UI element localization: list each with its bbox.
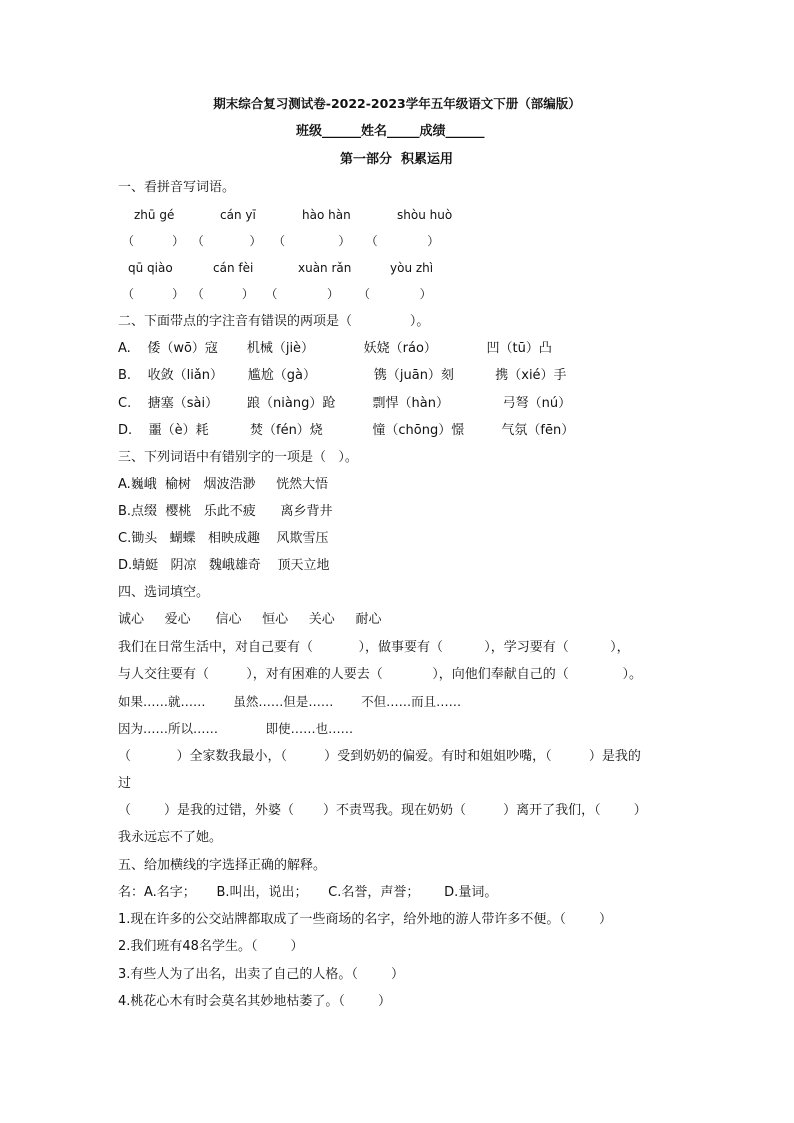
q4-sentence-1b: 与人交往要有（ ），对有困难的人要去（ ），向他们奉献自己的（ ）。 bbox=[118, 667, 642, 682]
q2-heading: 二、下面带点的字注音有错误的两项是（ ）。 bbox=[118, 314, 430, 329]
q2-option-d: D. 噩（è）耗 焚（fén）烧 憧（chōng）憬 气氛（fēn） bbox=[118, 423, 575, 438]
q5-heading: 五、给加横线的字选择正确的解释。 bbox=[118, 858, 327, 873]
q2-option-b: B. 收敛（liǎn） 尴尬（gà） 镌（juān）刻 携（xié）手 bbox=[118, 368, 567, 383]
q1-pinyin-2: cán yī bbox=[220, 208, 256, 222]
q4-sentence-1a: 我们在日常生活中，对自己要有（ ），做事要有（ ），学习要有（ ）， bbox=[118, 640, 630, 655]
q5-item-3: 3.有些人为了出名，出卖了自己的人格。（ ） bbox=[118, 967, 404, 982]
q3-option-b: B.点缀 樱桃 乐此不疲 离乡背井 bbox=[118, 504, 333, 519]
q5-item-1: 1.现在许多的公交站牌都取成了一些商场的名字，给外地的游人带许多不便。（ ） bbox=[118, 912, 612, 927]
q3-option-a: A.巍峨 榆树 烟波浩渺 恍然大悟 bbox=[118, 477, 329, 492]
q1-pinyin-6: cán fèi bbox=[213, 261, 254, 275]
q4-word-bank: 诚心 爱心 信心 恒心 关心 耐心 bbox=[118, 612, 382, 627]
q1-heading: 一、看拼音写词语。 bbox=[118, 180, 236, 195]
q4-heading: 四、选词填空。 bbox=[118, 585, 210, 600]
q4-sentence-2c: （ ）是我的过错，外婆（ ）不责骂我。现在奶奶（ ）离开了我们，（ ） bbox=[118, 803, 647, 818]
q1-pinyin-5: qū qiào bbox=[128, 261, 173, 275]
q5-item-4: 4.桃花心木有时会莫名其妙地枯萎了。（ ） bbox=[118, 994, 391, 1009]
q5-item-2: 2.我们班有48名学生。（ ） bbox=[118, 939, 304, 954]
q4-conjunctions-1: 如果……就…… 虽然……但是…… 不但……而且…… bbox=[118, 694, 462, 709]
q1-pinyin-4: shòu huò bbox=[397, 208, 453, 222]
q3-option-c: C.锄头 蝴蝶 相映成趣 风欺雪压 bbox=[118, 531, 329, 546]
q2-option-a: A. 倭（wō）寇 机械（jiè） 妖娆（ráo） 凹（tū）凸 bbox=[118, 341, 552, 356]
q4-sentence-2b: 过 bbox=[118, 776, 132, 791]
q1-pinyin-1: zhū gé bbox=[134, 208, 175, 222]
q4-sentence-2a: （ ）全家数我最小，（ ）受到奶奶的偏爱。有时和姐姐吵嘴，（ ）是我的 bbox=[118, 749, 641, 764]
q2-option-c: C. 搪塞（sài） 踉（niàng）跄 剽悍（hàn） 弓弩（nú） bbox=[118, 396, 572, 411]
q1-pinyin-8: yòu zhì bbox=[390, 261, 434, 275]
q1-pinyin-3: hào hàn bbox=[302, 208, 351, 222]
q1-answer-blanks-2[interactable]: （ ） （ ） （ ） （ ） bbox=[122, 287, 432, 301]
q4-conjunctions-2: 因为……所以…… 即使……也…… bbox=[118, 721, 354, 736]
part-title: 第一部分 积累运用 bbox=[340, 152, 454, 167]
q3-option-d: D.蜻蜓 阴凉 魏峨雄奇 顶天立地 bbox=[118, 558, 330, 573]
q3-heading: 三、下列词语中有错别字的一项是（ ）。 bbox=[118, 450, 358, 465]
q1-pinyin-7: xuàn rǎn bbox=[298, 261, 352, 275]
q5-definitions: 名：A.名字； B.叫出，说出； C.名誉，声誉； D.量词。 bbox=[118, 885, 498, 900]
student-info-line: 班级______姓名_____成绩______ bbox=[296, 124, 485, 139]
exam-title: 期末综合复习测试卷-2022-2023学年五年级语文下册（部编版） bbox=[213, 96, 581, 111]
q1-answer-blanks-1[interactable]: （ ） （ ） （ ） （ ） bbox=[122, 234, 440, 248]
q4-sentence-2d: 我永远忘不了她。 bbox=[118, 830, 223, 845]
